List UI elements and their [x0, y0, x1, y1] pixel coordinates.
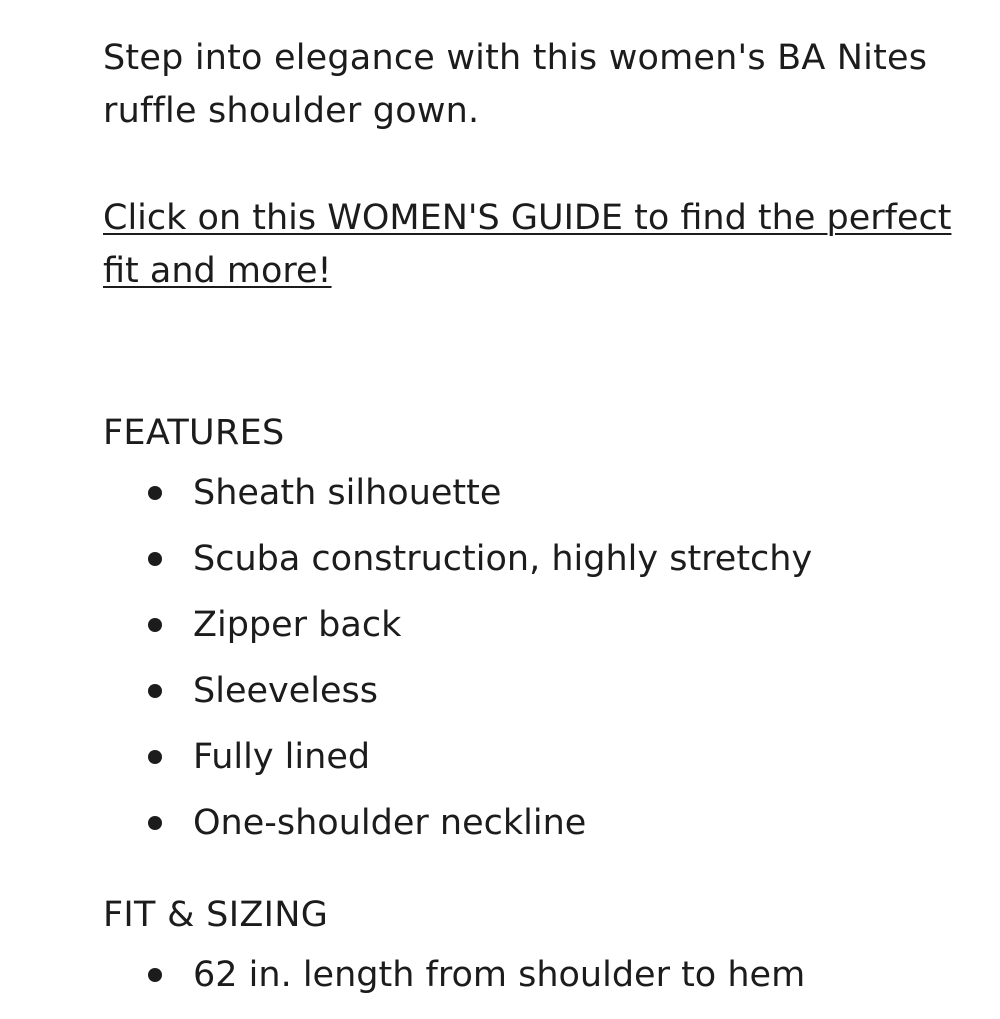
product-description [103, 32, 963, 1019]
bullet-icon [148, 486, 162, 500]
list-item [103, 953, 963, 997]
feature-text: Zipper back [193, 605, 402, 645]
bullet-icon [148, 968, 162, 982]
bullet-icon [148, 618, 162, 632]
bullet-icon [148, 552, 162, 566]
feature-text: Sheath silhouette [193, 473, 502, 513]
list-item [103, 669, 963, 713]
features-list [103, 471, 963, 845]
feature-text: Scuba construction, highly stretchy [193, 539, 813, 579]
bullet-icon [148, 750, 162, 764]
fit-sizing-text: 62 in. length from shoulder to hem [193, 955, 806, 995]
list-item [103, 801, 963, 845]
features-heading: FEATURES [103, 413, 285, 453]
feature-text: Sleeveless [193, 671, 378, 711]
fit-sizing-list [103, 953, 963, 997]
product-intro: Step into elegance with this women's BA Nites ruffle shoulder gown. [103, 38, 928, 131]
feature-text: One-shoulder neckline [193, 803, 587, 843]
list-item [103, 603, 963, 647]
bullet-icon [148, 816, 162, 830]
list-item [103, 537, 963, 581]
fit-sizing-heading: FIT & SIZING [103, 895, 329, 935]
list-item [103, 471, 963, 515]
womens-guide-link[interactable]: Click on this WOMEN'S GUIDE to find the perfect fit and more! [103, 198, 952, 291]
feature-text: Fully lined [193, 737, 371, 777]
bullet-icon [148, 684, 162, 698]
list-item [103, 735, 963, 779]
